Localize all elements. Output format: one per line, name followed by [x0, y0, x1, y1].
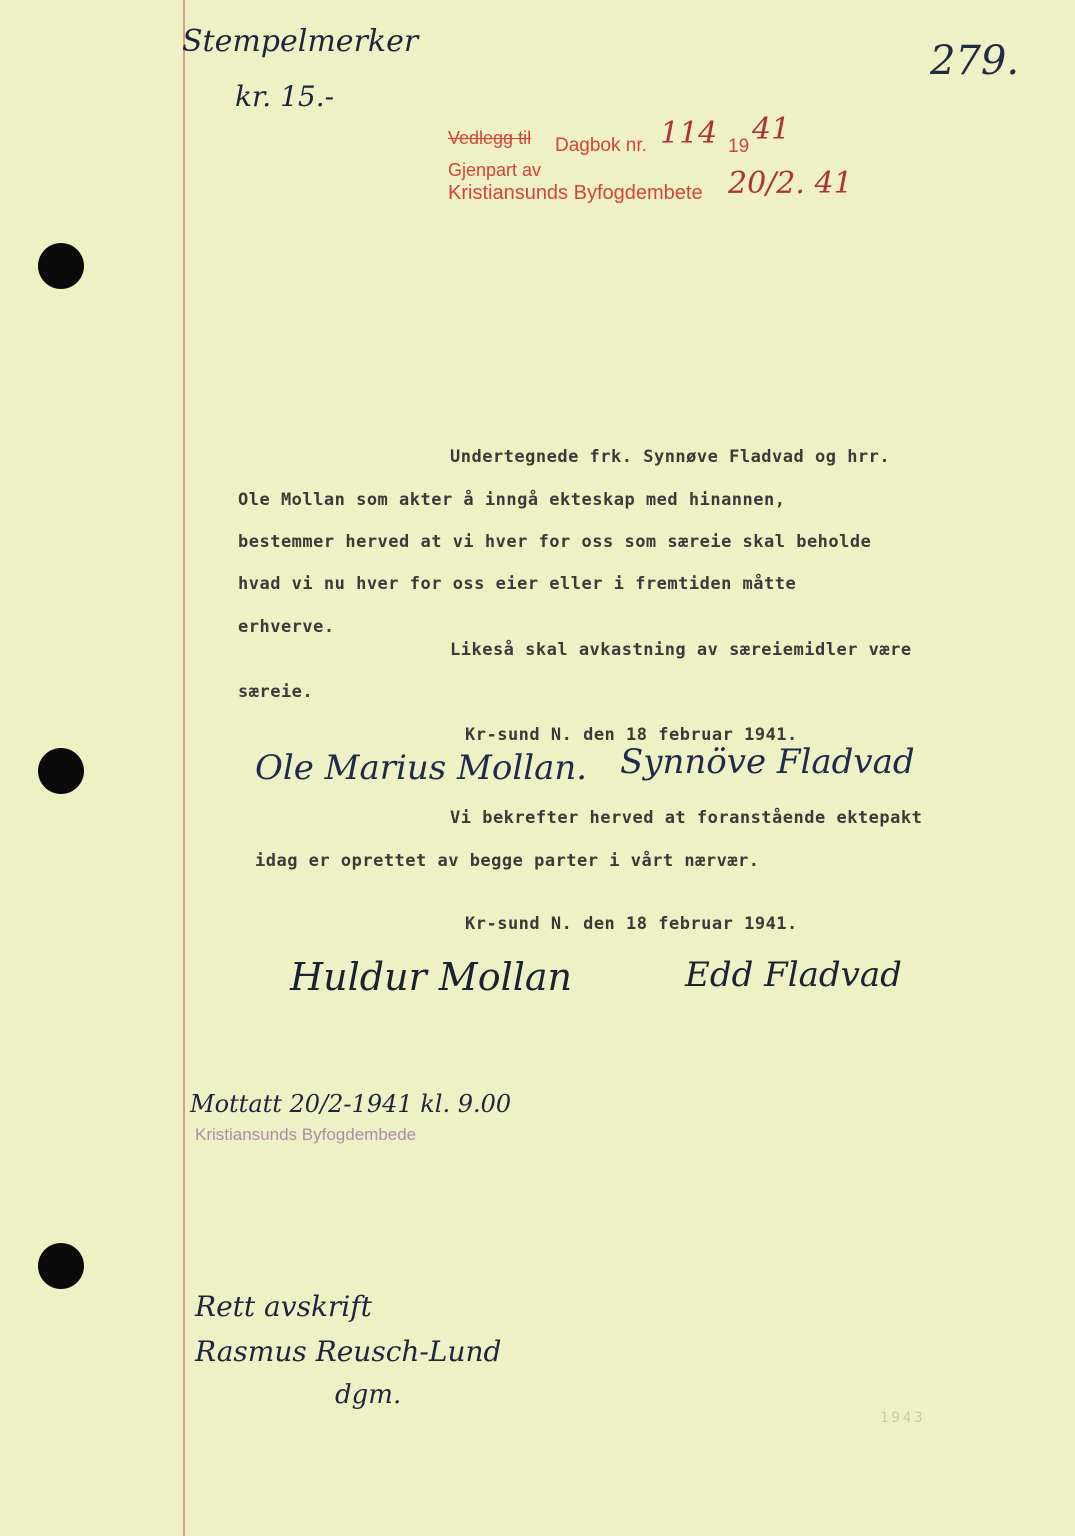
stamp-office: Kristiansunds Byfogdembete — [448, 182, 703, 204]
certification-line1: Rett avskrift — [195, 1290, 372, 1323]
body-line-4: hvad vi nu hver for oss eier eller i fremtiden måtte — [238, 574, 797, 594]
signature-edd-fladvad: Edd Fladvad — [685, 955, 902, 995]
body-line-3: bestemmer herved at vi hver for oss som særeie skal beholde — [238, 532, 872, 552]
certification-signature: Rasmus Reusch-Lund — [195, 1335, 502, 1368]
stamp-dagbok-number: 114 — [660, 116, 718, 151]
stamp-note-line2: kr. 15.- — [235, 80, 335, 113]
faint-mark: 1943 — [880, 1410, 926, 1426]
received-stamp: Kristiansunds Byfogdembede — [195, 1125, 417, 1144]
body-line-7: særeie. — [238, 682, 314, 702]
punch-hole-bottom — [38, 1243, 84, 1289]
signature-synnove-fladvad: Synnöve Fladvad — [620, 742, 915, 782]
confirm-line-1: Vi bekrefter herved at foranstående ektepakt — [450, 808, 923, 828]
stamp-note-line1: Stempelmerker — [182, 24, 419, 59]
stamp-date-handwritten: 20/2. 41 — [728, 166, 853, 201]
received-handwritten: Mottatt 20/2-1941 kl. 9.00 — [190, 1090, 512, 1118]
body-line-6: Likeså skal avkastning av særeiemidler være — [450, 640, 912, 660]
margin-line — [183, 0, 185, 1536]
page-number: 279. — [930, 38, 1020, 84]
body-line-1: Undertegnede frk. Synnøve Fladvad og hrr. — [450, 447, 891, 467]
stamp-vedlegg: Vedlegg til — [448, 128, 532, 148]
body-line-2: Ole Mollan som akter å inngå ekteskap med hinannen, — [238, 490, 786, 510]
punch-hole-top — [38, 243, 84, 289]
stamp-year-suffix: 41 — [752, 112, 791, 147]
confirm-line-2: idag er oprettet av begge parter i vårt nærvær. — [255, 851, 760, 871]
stamp-year-prefix: 19 — [728, 136, 750, 157]
body-place-date-1: Kr-sund N. den 18 februar 1941. — [465, 725, 798, 745]
stamp-gjenpart: Gjenpart av — [448, 160, 542, 180]
signature-ole-mollan: Ole Marius Mollan. — [255, 748, 588, 788]
body-line-5: erhverve. — [238, 617, 335, 637]
signature-huldur-mollan: Huldur Mollan — [290, 955, 573, 999]
certification-line3: dgm. — [335, 1380, 402, 1410]
stamp-dagbok: Dagbok nr. — [555, 135, 647, 156]
body-place-date-2: Kr-sund N. den 18 februar 1941. — [465, 914, 798, 934]
punch-hole-middle — [38, 748, 84, 794]
